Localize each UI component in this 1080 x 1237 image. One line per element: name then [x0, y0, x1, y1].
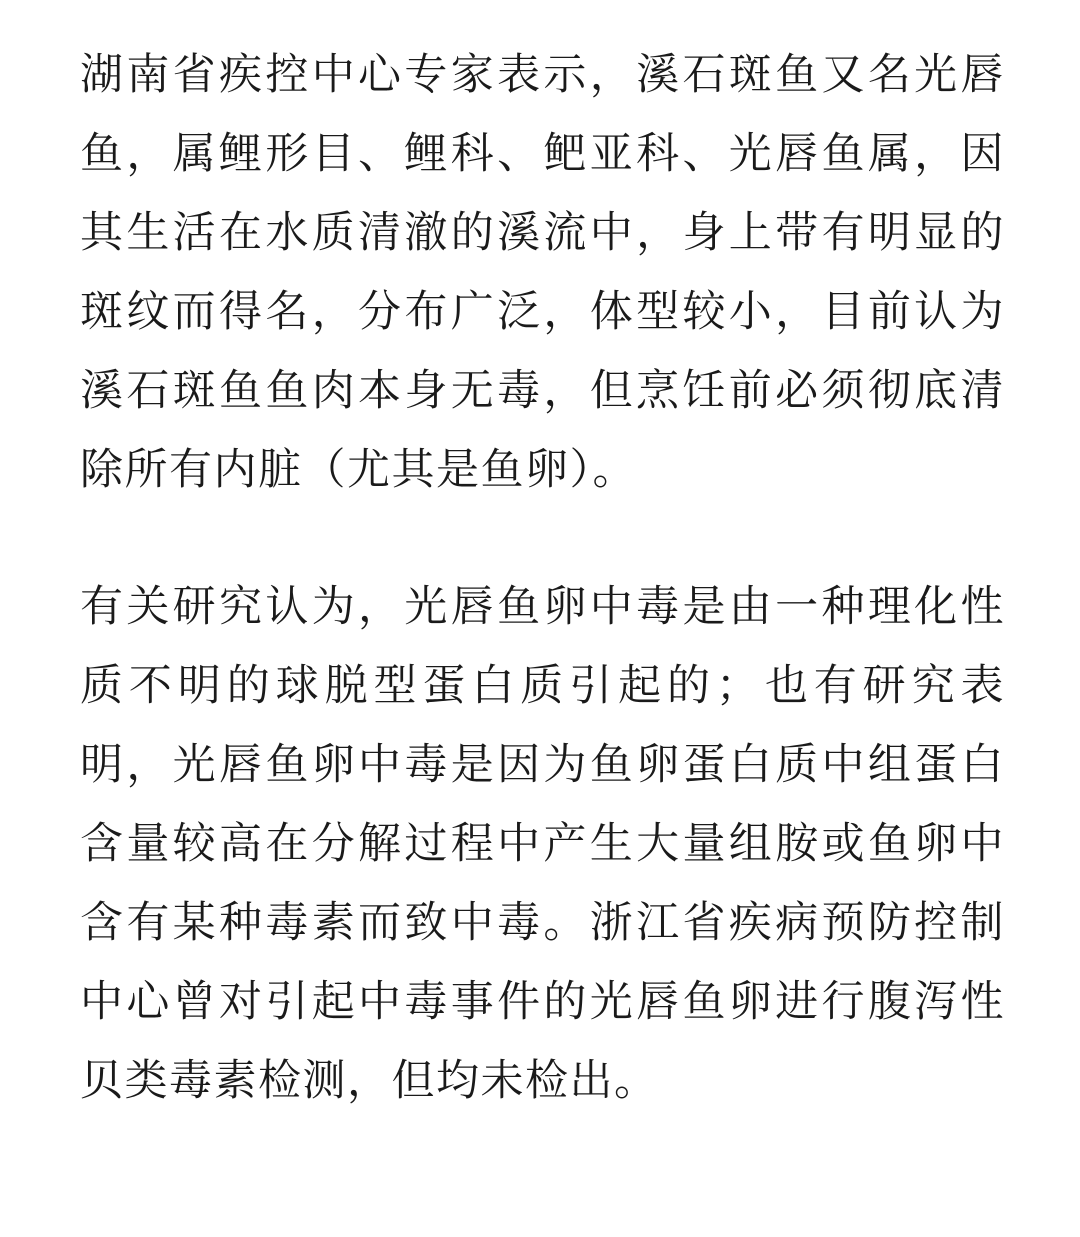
article-paragraph-2: 有关研究认为，光唇鱼卵中毒是由一种理化性质不明的球脱型蛋白质引起的；也有研究表明，光唇鱼卵中毒是因为鱼卵蛋白质中组蛋白含量较高在分解过程中产生大量组胺或鱼卵中含有某种毒素而致中毒。浙江省疾病预防控制中心曾对引起中毒事件的光唇鱼卵进行腹泻性贝类毒素检测，但均未检出。: [80, 582, 1005, 1106]
article-paragraph-1: 湖南省疾控中心专家表示，溪石斑鱼又名光唇鱼，属鲤形目、鲤科、鲃亚科、光唇鱼属，因其生活在水质清澈的溪流中，身上带有明显的斑纹而得名，分布广泛，体型较小，目前认为溪石斑鱼鱼肉本身无毒，但烹饪前必须彻底清除所有内脏（尤其是鱼卵）。: [80, 50, 1005, 495]
article-body: [80, 36, 1005, 1121]
